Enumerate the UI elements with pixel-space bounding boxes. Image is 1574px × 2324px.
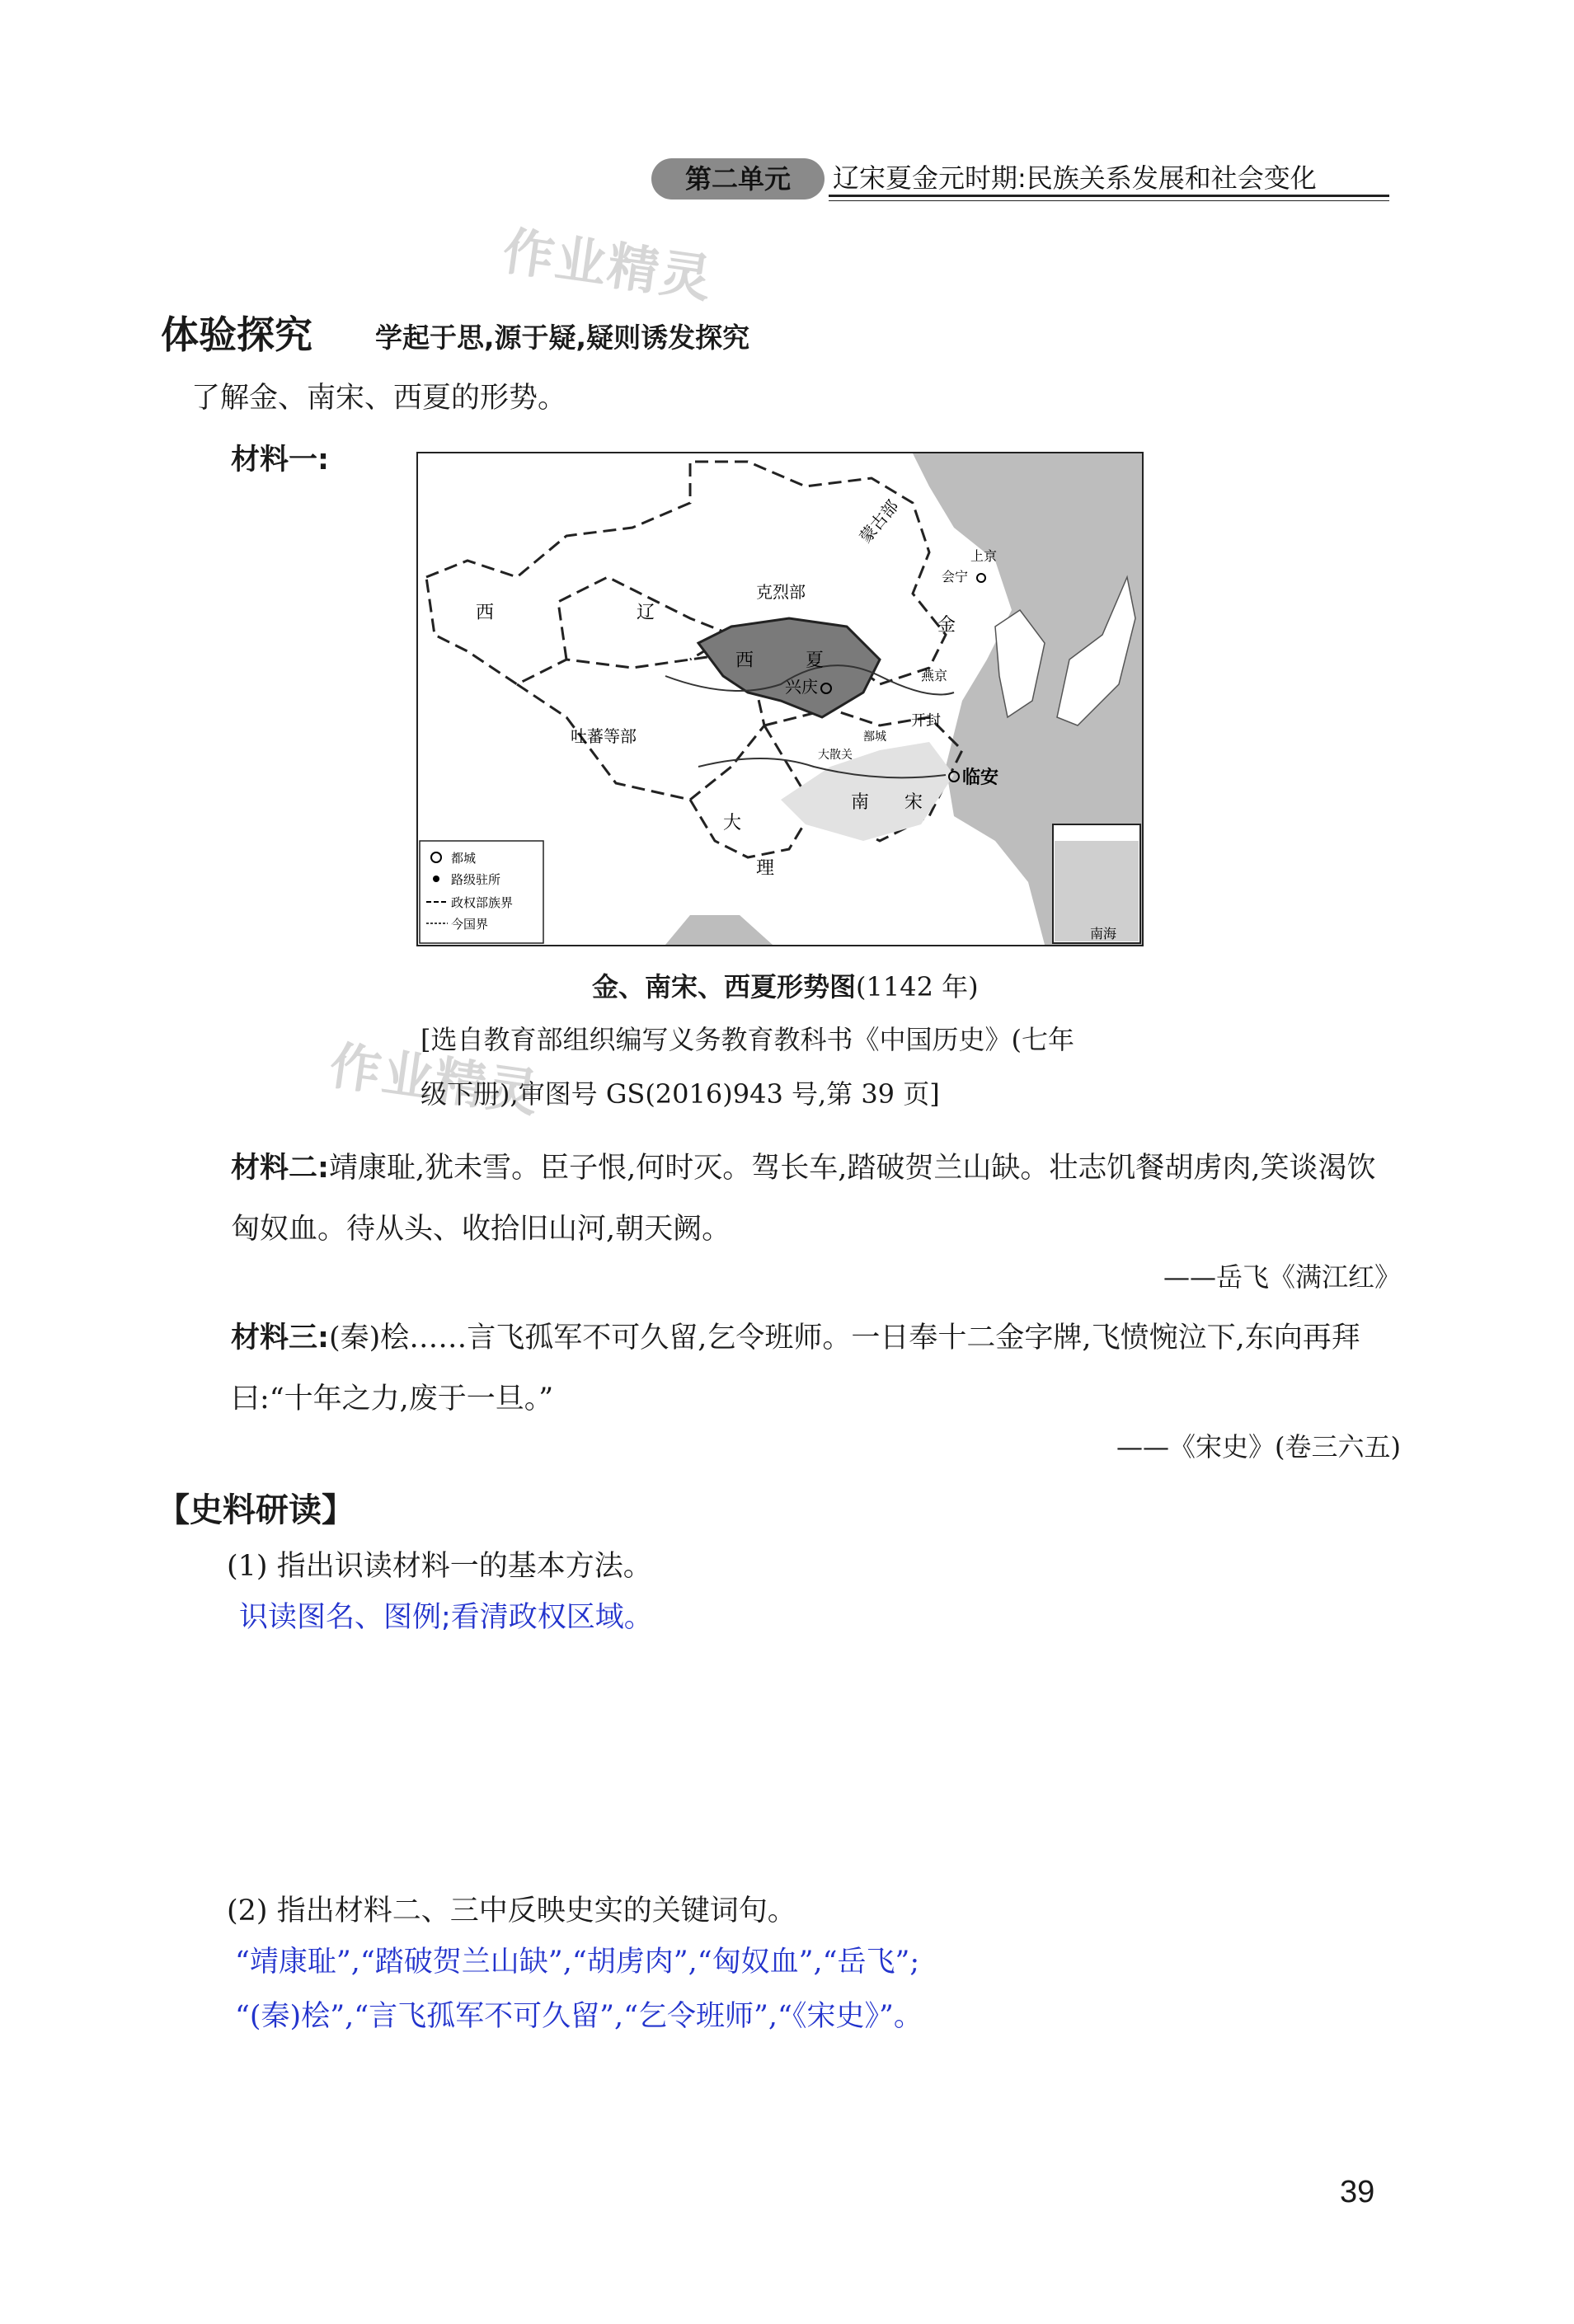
material-3-label: 材料三:	[231, 1322, 329, 1354]
answer-2-line-1: “靖康耻”,“踏破贺兰山缺”,“胡虏肉”,“匈奴血”,“岳飞”;	[235, 1946, 920, 1979]
header-rule	[829, 195, 1389, 197]
legend-circuit-icon	[433, 876, 439, 882]
map-capital-marker	[977, 574, 985, 582]
map-label-region: 蒙古部	[855, 495, 903, 547]
map-label-city: 大散关	[818, 749, 853, 762]
material-3	[231, 1308, 1402, 1430]
map-label-region: 吐蕃等部	[571, 726, 637, 746]
map-label-city: 开封	[911, 712, 941, 730]
question-2: (2) 指出材料二、三中反映史实的关键词句。	[227, 1894, 796, 1927]
map-source-line: 级下册),审图号 GS(2016)943 号,第 39 页]	[421, 1078, 940, 1110]
map-label-region: 西	[476, 603, 495, 623]
intro-text: 了解金、南宋、西夏的形势。	[191, 382, 567, 415]
watermark: 作业精灵	[326, 1035, 544, 1124]
map-caption-title: 金、南宋、西夏形势图	[592, 971, 857, 1002]
map-caption-year: (1142 年)	[856, 971, 979, 1002]
material-3-text: (秦)桧……言飞孤军不可久留,乞令班师。一日奉十二金字牌,飞愤惋泣下,东向再拜曰:“十年之力,废于一旦。”	[231, 1322, 1360, 1416]
answer-1: 识读图名、图例;看清政权区域。	[239, 1601, 653, 1634]
map-label-city: 兴庆	[785, 677, 818, 697]
material-2-text: 靖康耻,犹未雪。臣子恨,何时灭。驾长车,踏破贺兰山缺。壮志饥餐胡虏肉,笑谈渴饮匈奴血。待从头、收拾旧山河,朝天阙。	[231, 1152, 1376, 1246]
map-label-region: 宋	[904, 792, 923, 813]
map-label-city: 鄯城	[863, 730, 886, 744]
legend-item: 今国界	[451, 917, 489, 932]
historical-map	[416, 452, 1144, 946]
map-label-city: 燕京	[921, 668, 948, 683]
legend-item: 政权部族界	[451, 895, 514, 910]
map-svg	[418, 453, 1142, 945]
map-sea-south	[665, 915, 773, 945]
answer-2-line-2: “(秦)桧”,“言飞孤军不可久留”,“乞令班师”,“《宋史》”。	[235, 2000, 923, 2033]
map-inset-label: 南海	[1090, 926, 1117, 941]
map-region-song	[781, 742, 954, 841]
section-title: 体验探究	[161, 312, 312, 357]
material-2-citation: ——岳飞《满江红》	[1163, 1261, 1401, 1293]
map-label-region: 南	[851, 792, 870, 813]
material-1-label: 材料一:	[231, 444, 329, 477]
map-caption	[592, 966, 979, 1004]
map-label-region: 理	[756, 858, 775, 879]
watermark: 作业精灵	[499, 220, 717, 310]
legend-item: 都城	[451, 851, 477, 866]
map-label-region: 辽	[637, 603, 655, 623]
header-rule-thin	[829, 200, 1389, 201]
map-label-city: 上京	[970, 548, 998, 564]
map-label-region: 西	[735, 650, 754, 671]
map-region-xixia	[698, 618, 880, 717]
reading-title: 【史料研读】	[157, 1491, 355, 1529]
map-label-region: 夏	[806, 650, 825, 671]
map-label-city: 会宁	[942, 569, 969, 585]
legend-item: 路级驻所	[451, 872, 501, 887]
material-2-label: 材料二:	[231, 1152, 329, 1185]
material-3-citation: ——《宋史》(卷三六五)	[1116, 1431, 1401, 1462]
map-label-region: 大	[723, 813, 742, 833]
section-slogan: 学起于思,源于疑,疑则诱发探究	[375, 322, 750, 354]
material-2	[231, 1138, 1402, 1260]
unit-label: 第二单元	[651, 158, 825, 200]
unit-subtitle: 辽宋夏金元时期:民族关系发展和社会变化	[833, 162, 1317, 194]
map-label-city: 临安	[962, 768, 999, 788]
page-number: 39	[1340, 2175, 1375, 2209]
map-label-region: 克烈部	[756, 582, 806, 602]
map-source-line: [选自教育部组织编写义务教育教科书《中国历史》(七年	[421, 1024, 1074, 1055]
map-label-region: 金	[937, 615, 956, 636]
question-1: (1) 指出识读材料一的基本方法。	[227, 1550, 652, 1583]
